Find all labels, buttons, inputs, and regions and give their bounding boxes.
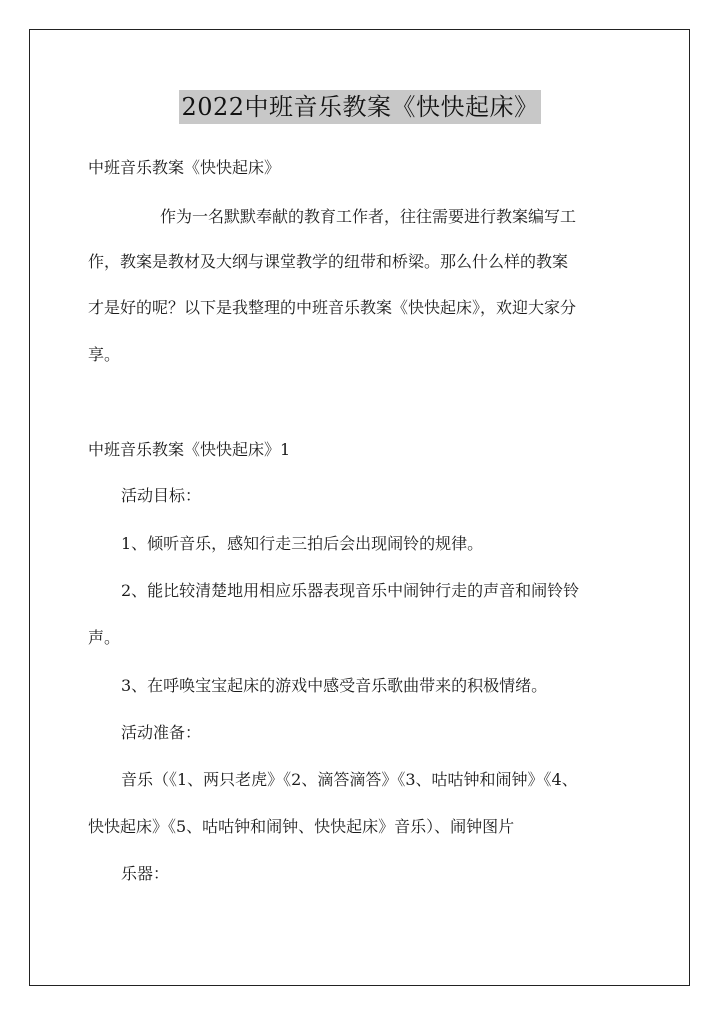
goal-1: 1、倾听音乐，感知行走三拍后会出现闹铃的规律。 [121, 534, 484, 553]
intro-line-1: 作为一名默默奉献的教育工作者，往往需要进行教案编写工 [160, 207, 577, 226]
prep-music-line-1: 音乐（《1、两只老虎》《2、滴答滴答》《3、咕咕钟和闹钟》《4、 [121, 770, 578, 789]
intro-line-2: 作，教案是教材及大纲与课堂教学的纽带和桥梁。那么什么样的教案 [88, 252, 569, 271]
prep-music-line-2: 快快起床》《5、咕咕钟和闹钟、快快起床》音乐）、闹钟图片 [88, 817, 515, 836]
intro-line-4: 享。 [88, 345, 121, 364]
section-heading: 中班音乐教案《快快起床》1 [88, 440, 291, 459]
title-container [0, 90, 720, 124]
document-subtitle: 中班音乐教案《快快起床》 [88, 158, 281, 177]
prep-instruments: 乐器： [121, 864, 170, 883]
goal-2-line-2: 声。 [88, 628, 121, 647]
document-title: 2022中班音乐教案《快快起床》 [179, 90, 540, 124]
goal-3: 3、在呼唤宝宝起床的游戏中感受音乐歌曲带来的积极情绪。 [121, 676, 548, 695]
goal-2-line-1: 2、能比较清楚地用相应乐器表现音乐中闹钟行走的声音和闹铃铃 [121, 581, 580, 600]
goals-heading: 活动目标： [121, 486, 202, 505]
prep-heading: 活动准备： [121, 723, 202, 742]
intro-line-3: 才是好的呢？以下是我整理的中班音乐教案《快快起床》，欢迎大家分 [88, 298, 577, 317]
